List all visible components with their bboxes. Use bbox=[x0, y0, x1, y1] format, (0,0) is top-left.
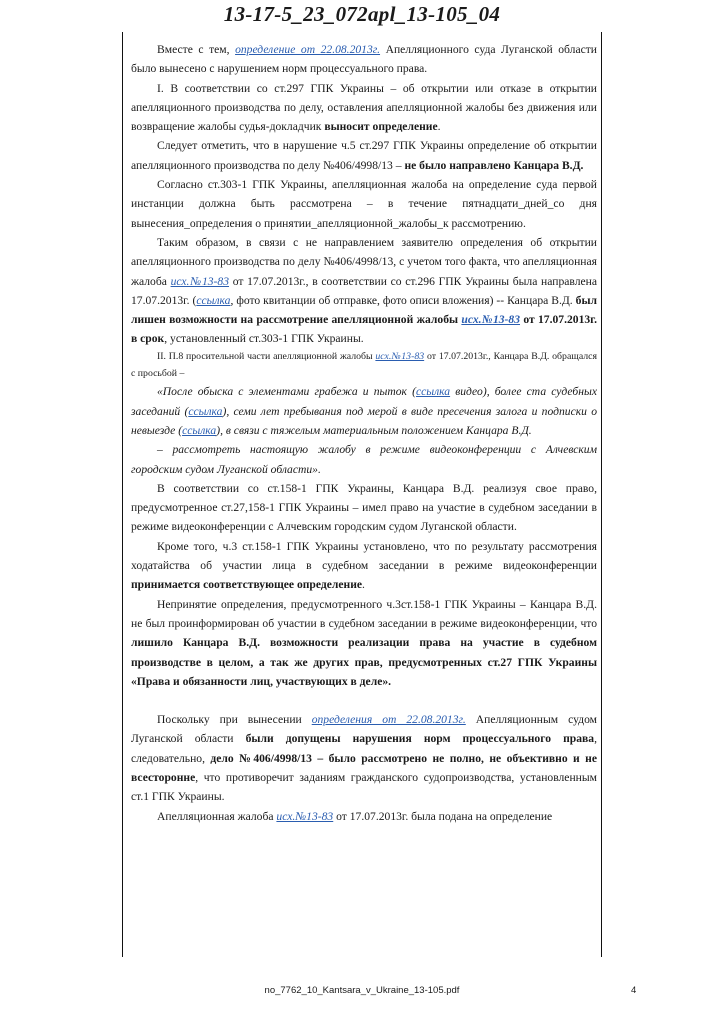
document-link[interactable]: исх.№13-83 bbox=[276, 809, 334, 823]
left-margin-rule bbox=[122, 32, 123, 957]
text-run: ), в связи с тяжелым материальным положением Канцара В.Д. bbox=[216, 423, 532, 437]
text-run: от 17.07.2013г., в соответствии со ст.296 ГПК Украины была направлена 17.07.2013г. ( bbox=[131, 274, 597, 307]
text-run: Апелляционная жалоба bbox=[157, 809, 277, 823]
text-run: от 17.07.2013г., Канцара В.Д. обращался с просьбой – bbox=[131, 350, 598, 379]
document-link[interactable]: определение от 22.08.2013г. bbox=[235, 43, 381, 56]
document-link[interactable]: ссылка bbox=[196, 293, 231, 307]
paragraph bbox=[131, 807, 597, 826]
document-link[interactable]: ссылка bbox=[182, 423, 217, 437]
paragraph bbox=[131, 40, 597, 79]
paragraph bbox=[131, 537, 597, 595]
text-run: , следовательно, bbox=[131, 732, 597, 765]
text-run: были допущены нарушения норм процессуального права bbox=[245, 732, 595, 746]
text-run: ), семи лет пребывания под мерой в виде пресечения залога и подписки о невыезде ( bbox=[131, 404, 597, 437]
text-run: Кроме того, ч.3 ст.158-1 ГПК Украины установлено, что по результату рассмотрения ходатайства об участии лица в судебном заседании в режиме видеоконференции bbox=[131, 539, 597, 573]
paragraph bbox=[131, 175, 597, 233]
text-run: II. П.8 просительной части апелляционной жалобы bbox=[157, 350, 376, 362]
paragraph bbox=[131, 136, 597, 175]
text-run: Непринятие определения, предусмотренного ч.3ст.158-1 ГПК Украины – Канцара В.Д. не был проинформирован об участии в судебном заседании в режиме видеоконференции, что bbox=[131, 597, 597, 630]
text-run: Следует отметить, что в нарушение ч.5 ст.297 ГПК Украины определение об открытии апелляционного производства по делу №406/4998/13 – bbox=[131, 139, 597, 172]
text-run: , что противоречит заданиям гражданского судопроизводства, установленным ст.1 ГПК Украины. bbox=[131, 770, 597, 804]
paragraph bbox=[131, 710, 597, 806]
text-run: принимается соответствующее определение bbox=[131, 578, 363, 592]
text-run: , фото квитанции об отправке, фото описи вложения) -- Канцара В.Д. bbox=[230, 293, 576, 307]
document-header-title: 13-17-5_23_072apl_13-105_04 bbox=[223, 2, 501, 26]
paragraph bbox=[131, 440, 597, 479]
text-run: лишило Канцара В.Д. возможности реализации права на участие в судебном производстве в целом, а так же других прав, предусмотренных ст.27 ГПК Украины «Права и обязанности лиц, участвующих в деле». bbox=[131, 636, 597, 688]
document-link[interactable]: исх.№13-83 bbox=[170, 274, 230, 288]
document-link[interactable]: исх.№13-83 bbox=[375, 350, 425, 362]
text-run: Таким образом, в связи с не направлением заявителю определения об открытии апелляционного производства по делу №406/4998/13, с учетом того факта, что апелляционная жалоба bbox=[131, 235, 597, 288]
text-run: от 17.07.2013г. в срок bbox=[131, 313, 598, 346]
text-run: I. В соответствии со ст.297 ГПК Украины – об открытии или отказе в открытии апелляционного производства по делу, оставления апелляционной жалобы без движения или возвращение жалобы судья-докладчик bbox=[131, 81, 597, 134]
text-run: . bbox=[437, 120, 441, 134]
paragraph bbox=[131, 479, 597, 537]
text-run: . bbox=[362, 578, 365, 592]
footer-page-number: 4 bbox=[631, 985, 637, 996]
document-link[interactable]: ссылка bbox=[188, 404, 223, 418]
text-run: «После обыска с элементами грабежа и пыток ( bbox=[157, 385, 416, 399]
document-body bbox=[131, 40, 597, 826]
text-run: Апелляционного суда Луганской области было вынесено с нарушением норм процессуального права. bbox=[131, 43, 598, 76]
text-run: выносит определение bbox=[324, 120, 438, 134]
text-run: , установленный ст.303-1 ГПК Украины. bbox=[164, 332, 364, 346]
text-run: Согласно ст.303-1 ГПК Украины, апелляционная жалоба на определение суда первой инстанции должна быть рассмотрена – в течение пятнадцати_дней_со дня вынесения_определения о принятии_апелляционной_жалобы_к рассмотрению. bbox=[131, 178, 597, 230]
text-run: Вместе с тем, bbox=[157, 43, 236, 56]
right-margin-rule bbox=[601, 32, 602, 957]
document-link[interactable]: ссылка bbox=[415, 385, 451, 399]
paragraph bbox=[131, 595, 597, 691]
text-run: видео), более ста судебных заседаний ( bbox=[131, 385, 597, 418]
text-run: – рассмотреть настоящую жалобу в режиме видеоконференции с Алчевским городским судом Луганской области». bbox=[131, 443, 597, 476]
text-run: от 17.07.2013г. была подана на определение bbox=[333, 809, 553, 823]
text-run: Апелляционным судом Луганской области bbox=[131, 713, 597, 746]
text-run: не было направлено Канцара В.Д. bbox=[404, 158, 584, 172]
text-run: В соответствии со ст.158-1 ГПК Украины, Канцара В.Д. реализуя свое право, предусмотренное ст.27,158-1 ГПК Украины – имел право на участие в судебном заседании в режиме видеоконференции с Алчевским городским судом Луганской области. bbox=[131, 481, 597, 534]
paragraph bbox=[131, 79, 597, 137]
text-run: был лишен возможности на рассмотрение апелляционной жалобы bbox=[131, 293, 598, 327]
paragraph bbox=[131, 349, 597, 383]
document-link[interactable]: исх.№13-83 bbox=[461, 313, 521, 327]
paragraph bbox=[131, 233, 597, 349]
text-run: Поскольку при вынесении bbox=[157, 713, 312, 727]
footer-filename: no_7762_10_Kantsara_v_Ukraine_13-105.pdf bbox=[264, 985, 460, 996]
document-link[interactable]: определения от 22.08.2013г. bbox=[311, 713, 466, 727]
text-run: дело №406/4998/13 – было рассмотрено не полно, не объективно и не всесторонне bbox=[131, 751, 597, 784]
paragraph bbox=[131, 382, 597, 440]
